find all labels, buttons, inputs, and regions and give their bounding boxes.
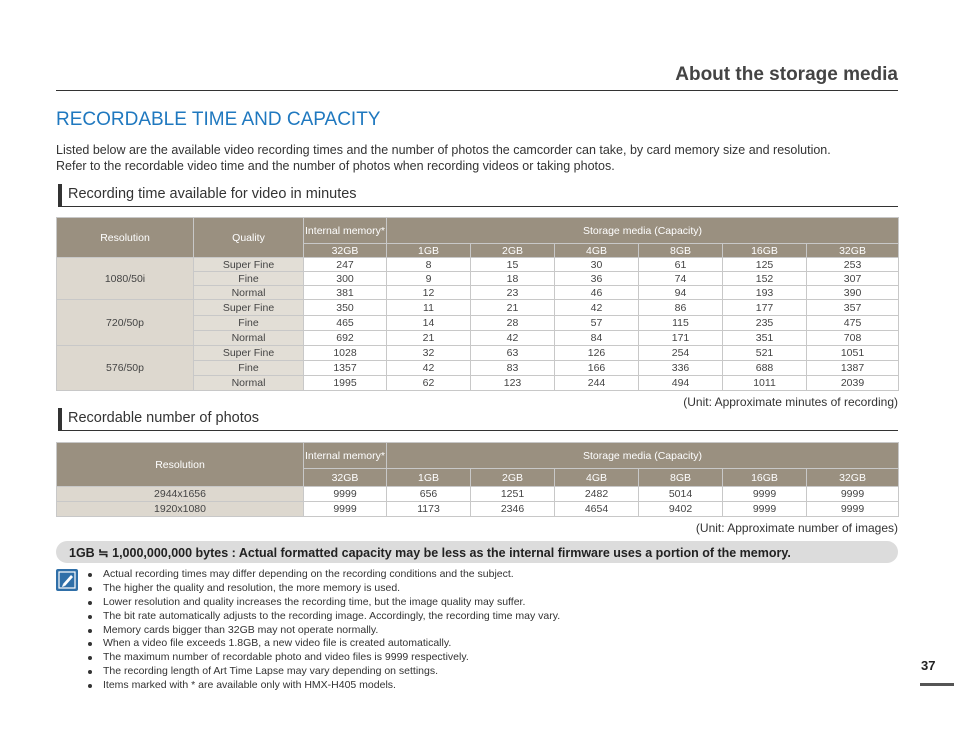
value-cell: 14 — [387, 316, 471, 331]
col-internal-memory-header: Internal memory* — [304, 218, 387, 244]
value-cell: 351 — [723, 331, 807, 346]
value-cell: 475 — [807, 316, 899, 331]
resolution-cell: 1080/50i — [57, 258, 194, 300]
capacity-header-cell: 16GB — [723, 244, 807, 258]
capacity-header-cell: 2GB — [471, 469, 555, 487]
value-cell: 244 — [555, 376, 639, 391]
video-table-heading-text: Recording time available for video in minutes — [68, 186, 357, 202]
value-cell: 23 — [471, 286, 555, 300]
capacity-header-cell: 32GB — [304, 469, 387, 487]
value-cell: 692 — [304, 331, 387, 346]
quality-cell: Super Fine — [194, 300, 304, 316]
value-cell: 4654 — [555, 502, 639, 517]
note-item: The higher the quality and resolution, the more memory is used. — [86, 582, 560, 596]
note-item: The recording length of Art Time Lapse may vary depending on settings. — [86, 665, 560, 679]
value-cell: 123 — [471, 376, 555, 391]
quality-cell: Normal — [194, 286, 304, 300]
value-cell: 708 — [807, 331, 899, 346]
value-cell: 18 — [471, 272, 555, 286]
table-row — [57, 300, 899, 316]
value-cell: 300 — [304, 272, 387, 286]
value-cell: 193 — [723, 286, 807, 300]
value-cell: 521 — [723, 346, 807, 361]
page-number-rule — [920, 683, 954, 686]
table-row — [57, 487, 899, 502]
video-table-unit: (Unit: Approximate minutes of recording) — [683, 395, 898, 409]
value-cell: 84 — [555, 331, 639, 346]
value-cell: 465 — [304, 316, 387, 331]
value-cell: 46 — [555, 286, 639, 300]
value-cell: 1051 — [807, 346, 899, 361]
value-cell: 21 — [471, 300, 555, 316]
value-cell: 247 — [304, 258, 387, 272]
note-item: Actual recording times may differ depending on the recording conditions and the subject. — [86, 568, 560, 582]
heading-marker — [58, 408, 62, 430]
value-cell: 307 — [807, 272, 899, 286]
value-cell: 9402 — [639, 502, 723, 517]
capacity-header-cell: 32GB — [807, 469, 899, 487]
value-cell: 177 — [723, 300, 807, 316]
page-number: 37 — [921, 658, 936, 673]
value-cell: 9999 — [723, 502, 807, 517]
value-cell: 86 — [639, 300, 723, 316]
photo-table-heading-text: Recordable number of photos — [68, 410, 260, 426]
notes-list — [86, 568, 560, 693]
resolution-cell: 720/50p — [57, 300, 194, 346]
capacity-header-cell: 32GB — [304, 244, 387, 258]
value-cell: 62 — [387, 376, 471, 391]
note-item: Items marked with * are available only with HMX-H405 models. — [86, 679, 560, 693]
value-cell: 32 — [387, 346, 471, 361]
quality-cell: Fine — [194, 272, 304, 286]
photo-table-unit: (Unit: Approximate number of images) — [695, 521, 898, 535]
value-cell: 1028 — [304, 346, 387, 361]
value-cell: 115 — [639, 316, 723, 331]
value-cell: 2039 — [807, 376, 899, 391]
note-item: Memory cards bigger than 32GB may not operate normally. — [86, 624, 560, 638]
intro-line-2: Refer to the recordable video time and the number of photos when recording videos or taking photos. — [56, 159, 615, 173]
table-row — [57, 346, 899, 361]
value-cell: 11 — [387, 300, 471, 316]
heading-marker — [58, 184, 62, 206]
capacity-header-cell: 8GB — [639, 244, 723, 258]
intro-line-1: Listed below are the available video recording times and the number of photos the camcorder can take, by card memory size and resolution. — [56, 143, 831, 157]
note-item: Lower resolution and quality increases the recording time, but the image quality may suffer. — [86, 596, 560, 610]
value-cell: 1173 — [387, 502, 471, 517]
value-cell: 494 — [639, 376, 723, 391]
page-header-title: About the storage media — [675, 64, 898, 85]
header-divider — [56, 90, 898, 91]
capacity-header-cell: 1GB — [387, 244, 471, 258]
capacity-header-cell: 32GB — [807, 244, 899, 258]
intro-text — [56, 142, 902, 174]
value-cell: 74 — [639, 272, 723, 286]
value-cell: 5014 — [639, 487, 723, 502]
pencil-note-icon — [56, 569, 78, 591]
table-row — [57, 258, 899, 272]
col-internal-memory-header: Internal memory* — [304, 443, 387, 469]
value-cell: 9999 — [304, 487, 387, 502]
value-cell: 1011 — [723, 376, 807, 391]
value-cell: 381 — [304, 286, 387, 300]
capacity-header-cell: 16GB — [723, 469, 807, 487]
section-title: RECORDABLE TIME AND CAPACITY — [56, 109, 381, 130]
value-cell: 2482 — [555, 487, 639, 502]
note-item: The maximum number of recordable photo and video files is 9999 respectively. — [86, 651, 560, 665]
resolution-cell: 576/50p — [57, 346, 194, 391]
value-cell: 94 — [639, 286, 723, 300]
value-cell: 42 — [471, 331, 555, 346]
value-cell: 390 — [807, 286, 899, 300]
value-cell: 9999 — [304, 502, 387, 517]
capacity-header-cell: 1GB — [387, 469, 471, 487]
value-cell: 9999 — [723, 487, 807, 502]
capacity-header-cell: 4GB — [555, 469, 639, 487]
note-item: The bit rate automatically adjusts to the recording image. Accordingly, the recording time may vary. — [86, 610, 560, 624]
value-cell: 9999 — [807, 502, 899, 517]
value-cell: 1995 — [304, 376, 387, 391]
value-cell: 171 — [639, 331, 723, 346]
quality-cell: Normal — [194, 376, 304, 391]
photo-count-table — [56, 442, 899, 517]
value-cell: 350 — [304, 300, 387, 316]
value-cell: 42 — [387, 361, 471, 376]
value-cell: 30 — [555, 258, 639, 272]
value-cell: 36 — [555, 272, 639, 286]
quality-cell: Normal — [194, 331, 304, 346]
resolution-cell: 2944x1656 — [57, 487, 304, 502]
value-cell: 688 — [723, 361, 807, 376]
value-cell: 8 — [387, 258, 471, 272]
table-row — [57, 502, 899, 517]
photo-table-body — [57, 487, 899, 517]
value-cell: 42 — [555, 300, 639, 316]
value-cell: 2346 — [471, 502, 555, 517]
value-cell: 166 — [555, 361, 639, 376]
col-storage-media-header: Storage media (Capacity) — [387, 218, 899, 244]
resolution-cell: 1920x1080 — [57, 502, 304, 517]
capacity-header-cell: 8GB — [639, 469, 723, 487]
value-cell: 61 — [639, 258, 723, 272]
value-cell: 126 — [555, 346, 639, 361]
value-cell: 21 — [387, 331, 471, 346]
value-cell: 125 — [723, 258, 807, 272]
video-table-heading — [58, 184, 898, 207]
value-cell: 1387 — [807, 361, 899, 376]
video-table-body — [57, 258, 899, 391]
value-cell: 1357 — [304, 361, 387, 376]
value-cell: 63 — [471, 346, 555, 361]
value-cell: 235 — [723, 316, 807, 331]
capacity-header-cell: 4GB — [555, 244, 639, 258]
value-cell: 1251 — [471, 487, 555, 502]
quality-cell: Super Fine — [194, 258, 304, 272]
note-item: When a video file exceeds 1.8GB, a new video file is created automatically. — [86, 637, 560, 651]
col-storage-media-header: Storage media (Capacity) — [387, 443, 899, 469]
capacity-header-cell: 2GB — [471, 244, 555, 258]
value-cell: 12 — [387, 286, 471, 300]
value-cell: 9999 — [807, 487, 899, 502]
video-recording-table — [56, 217, 899, 391]
value-cell: 357 — [807, 300, 899, 316]
value-cell: 9 — [387, 272, 471, 286]
col-resolution-header: Resolution — [57, 218, 194, 258]
value-cell: 336 — [639, 361, 723, 376]
value-cell: 83 — [471, 361, 555, 376]
value-cell: 253 — [807, 258, 899, 272]
value-cell: 57 — [555, 316, 639, 331]
quality-cell: Fine — [194, 316, 304, 331]
photo-table-heading — [58, 408, 898, 431]
capacity-note-bar — [56, 541, 898, 563]
col-quality-header: Quality — [194, 218, 304, 258]
value-cell: 254 — [639, 346, 723, 361]
quality-cell: Fine — [194, 361, 304, 376]
capacity-note-text: 1GB ≒ 1,000,000,000 bytes : Actual formatted capacity may be less as the internal firmware uses a portion of the memory. — [69, 546, 791, 560]
value-cell: 28 — [471, 316, 555, 331]
value-cell: 152 — [723, 272, 807, 286]
quality-cell: Super Fine — [194, 346, 304, 361]
col-resolution-header: Resolution — [57, 443, 304, 487]
value-cell: 656 — [387, 487, 471, 502]
value-cell: 15 — [471, 258, 555, 272]
